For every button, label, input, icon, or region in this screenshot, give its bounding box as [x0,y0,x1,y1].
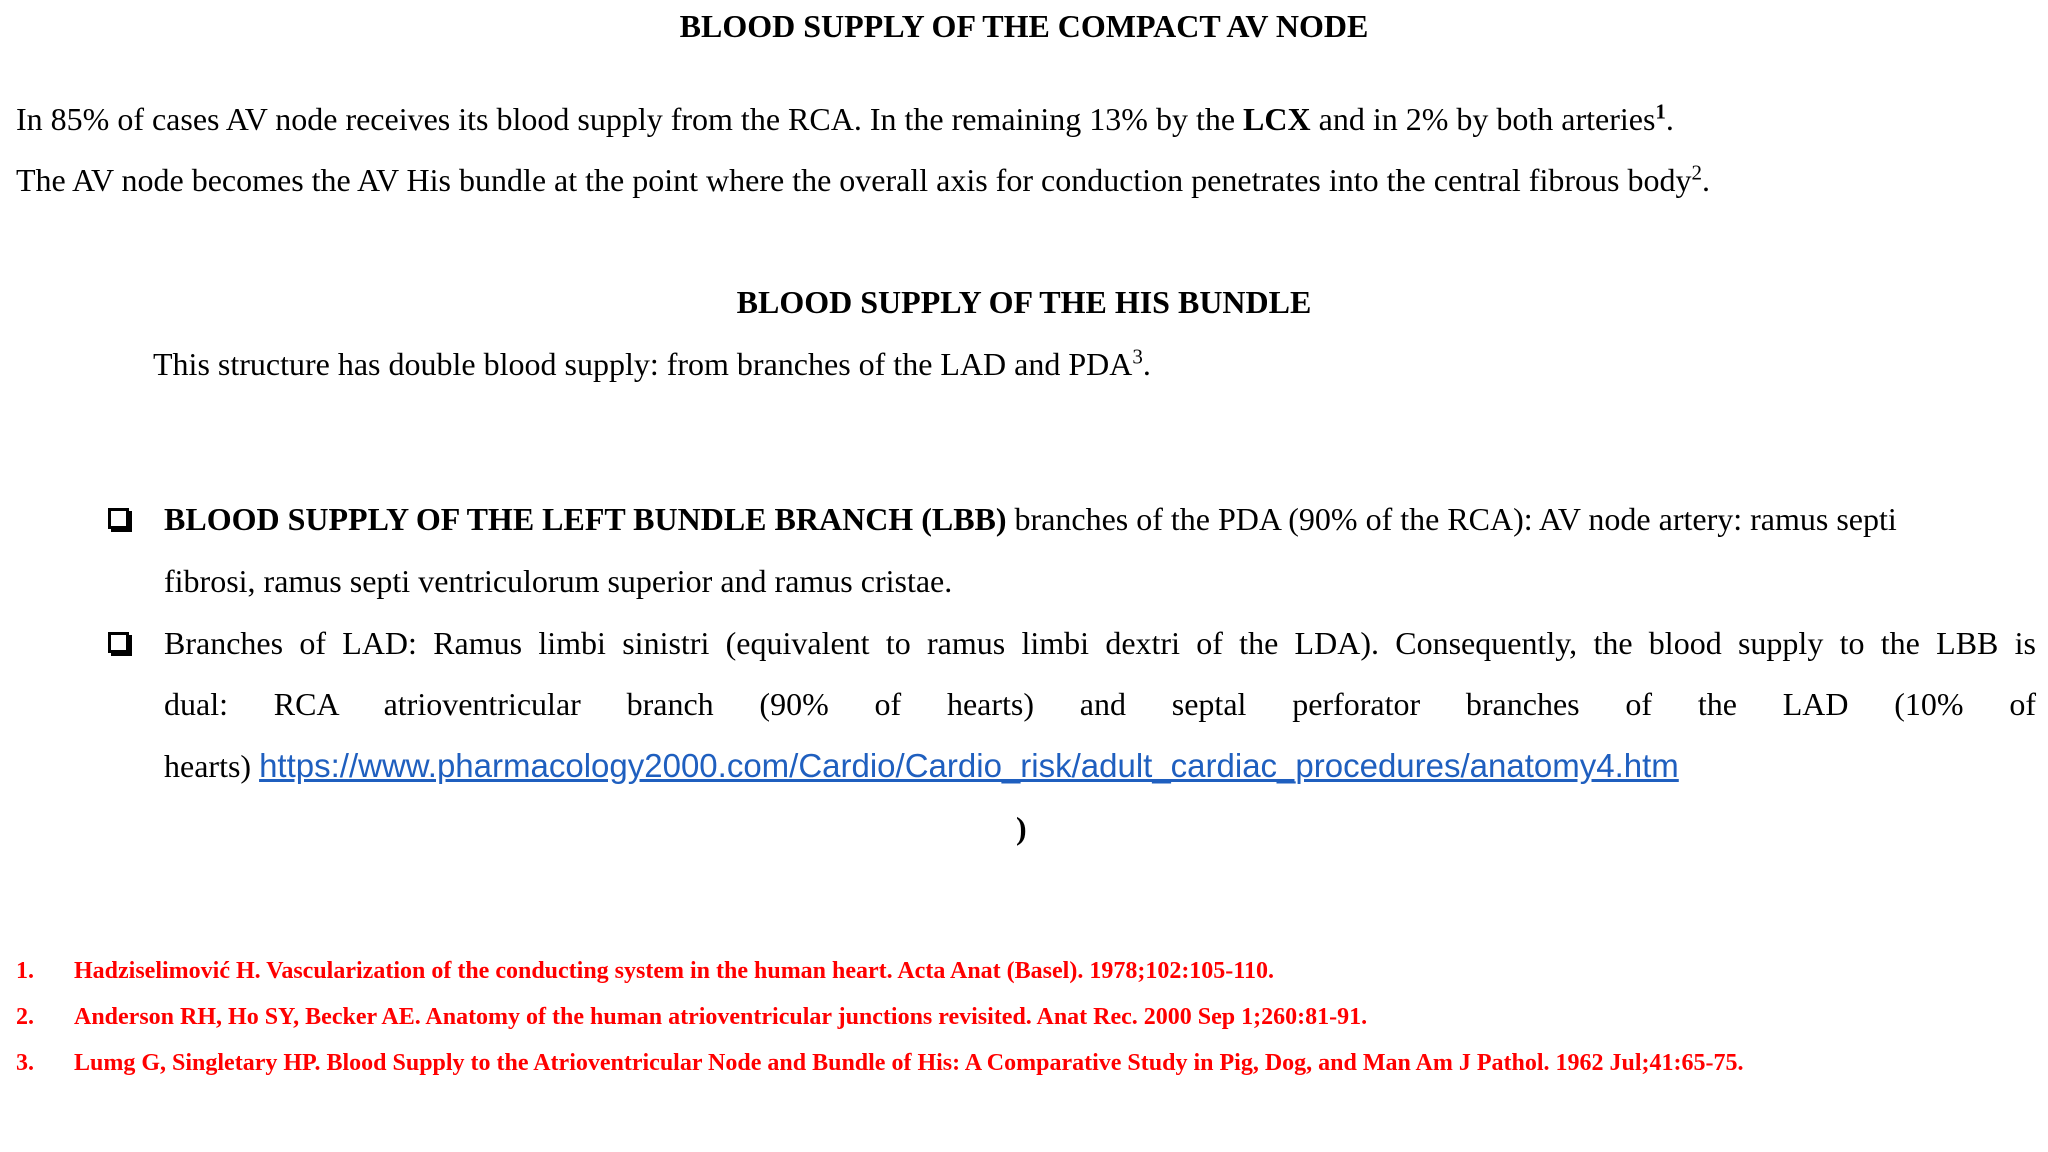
av-node-p1-text: In 85% of cases AV node receives its blood supply from the RCA. In the remaining 13% by the [16,101,1244,137]
his-bundle-paragraph [153,346,1151,383]
lbb-bullet-2-line-3 [164,747,1679,785]
reference-text: Hadziselimović H. Vascularization of the conducting system in the human heart. Acta Anat (Basel). 1978;102:105-110. [74,958,1274,984]
lbb-heading: BLOOD SUPPLY OF THE LEFT BUNDLE BRANCH (LBB) [164,501,1007,537]
lbb-bullet-1-line-1 [164,501,1897,538]
av-node-p1-text-rest: and in 2% by both arteries [1310,101,1656,137]
av-node-p2-period: . [1701,162,1710,198]
his-bundle-period: . [1142,346,1151,382]
reference-number: 3. [16,1050,34,1076]
av-node-p1-lcx: LCX [1243,101,1311,137]
reference-number: 2. [16,1004,34,1030]
footnote-ref-1[interactable]: 1 [1655,99,1666,124]
closing-parenthesis: ) [1016,810,1027,846]
reference-text: Lumg G, Singletary HP. Blood Supply to the Atrioventricular Node and Bundle of His: A Comparative Study in Pig, Dog, and Man Am J Pathol. 1962 Jul;41:65-75. [74,1050,1744,1076]
av-node-p1-period: . [1665,101,1674,137]
his-bundle-title: BLOOD SUPPLY OF THE HIS BUNDLE [736,284,1312,320]
av-node-title: BLOOD SUPPLY OF THE COMPACT AV NODE [679,8,1369,44]
pharmacology-link[interactable]: https://www.pharmacology2000.com/Cardio/Cardio_risk/adult_cardiac_procedures/anatomy4.htm [259,747,1679,784]
bullet-checkbox-icon [108,508,129,529]
lbb-bullet-2-line-2: dual: RCA atrioventricular branch (90% of hearts) and septal perforator branches of the LAD (10% of [164,686,2036,722]
lbb-bullet-2-line-1: Branches of LAD: Ramus limbi sinistri (equivalent to ramus limbi dextri of the LDA). Consequently, the blood supply to the LBB is [164,625,2036,661]
lbb-bullet-1-line-2: fibrosi, ramus septi ventriculorum superior and ramus cristae. [164,563,953,599]
reference-text: Anderson RH, Ho SY, Becker AE. Anatomy of the human atrioventricular junctions revisited. Anat Rec. 2000 Sep 1;260:81-91. [74,1004,1368,1030]
av-node-paragraph-1 [16,101,1674,138]
reference-number: 1. [16,958,34,984]
footnote-ref-3[interactable]: 3 [1132,344,1143,369]
bullet-checkbox-icon [108,632,129,653]
lbb-bullet-2-hearts: hearts) [164,748,260,784]
footnote-ref-2[interactable]: 2 [1691,160,1702,185]
av-node-paragraph-2 [16,162,1710,199]
lbb-bullet-1-text: branches of the PDA (90% of the RCA): AV node artery: ramus septi [1006,501,1897,537]
his-bundle-text: This structure has double blood supply: from branches of the LAD and PDA [153,346,1133,382]
av-node-p2-text: The AV node becomes the AV His bundle at the point where the overall axis for conduction penetrates into the central fibrous body [16,162,1692,198]
